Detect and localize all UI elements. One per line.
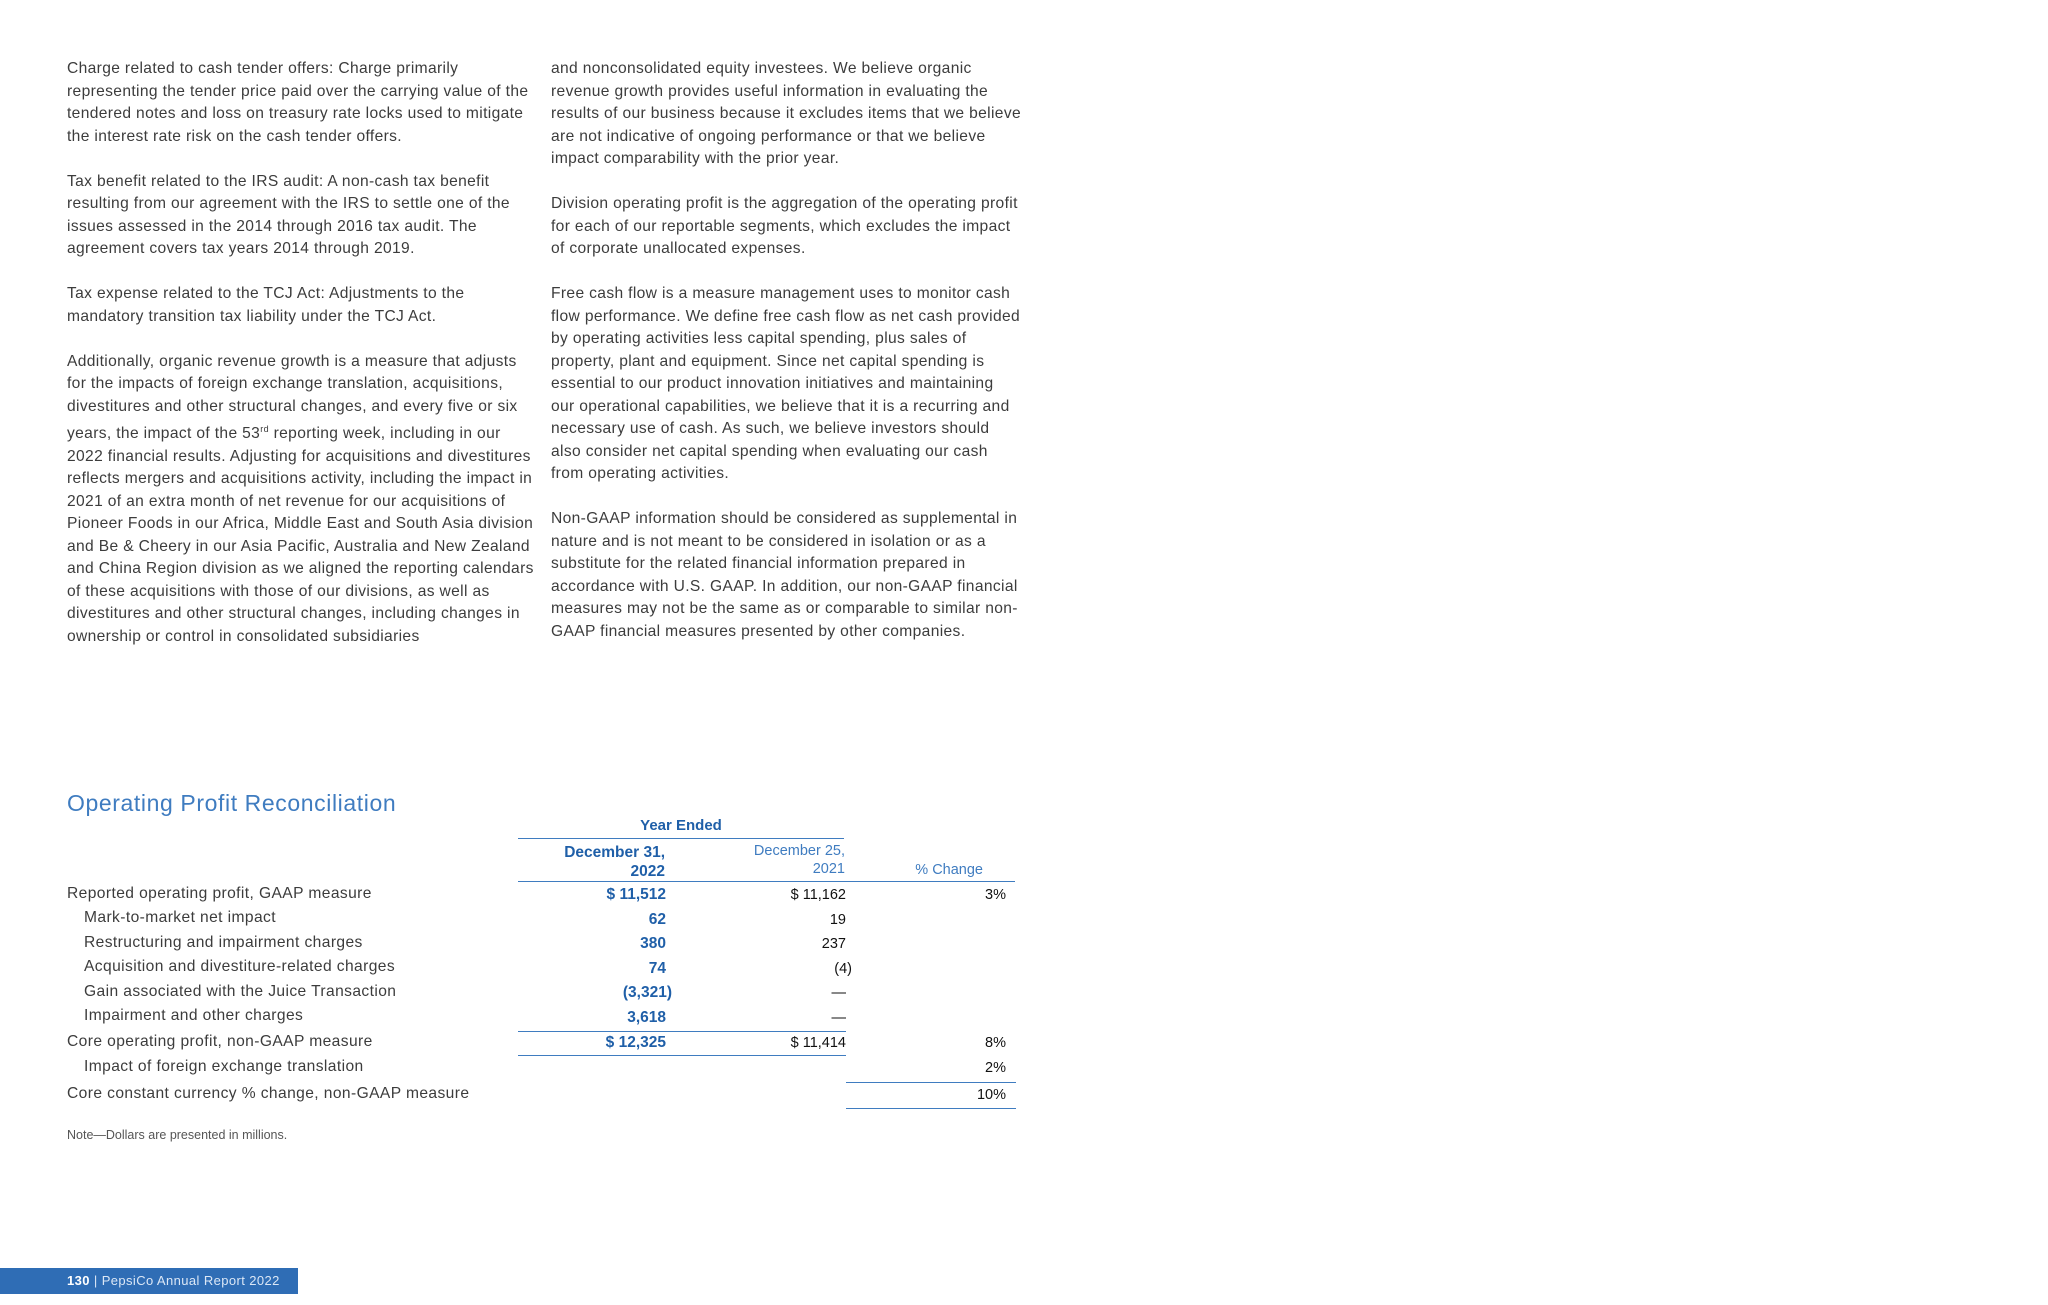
column-header-2022-year: 2022 — [630, 863, 665, 880]
paragraph-irs-audit: Tax benefit related to the IRS audit: A non-cash tax benefit resulting from our agreement with the IRS to settle one of the issues assessed in the 2014 through 2016 tax audit. The agreement covers tax years 2014 through 2019. — [67, 172, 510, 257]
value-2022-impairment: 3,618 — [627, 1009, 666, 1026]
subtotal-rule-top — [518, 1031, 846, 1032]
table-footnote: Note—Dollars are presented in millions. — [67, 1128, 288, 1142]
column-header-change: % Change — [915, 862, 983, 878]
paragraph-division-profit: Division operating profit is the aggregation of the operating profit for each of our reportable segments, which excludes the impact of corporate unallocated expenses. — [551, 195, 1018, 257]
value-2021-mark-to-market: 19 — [829, 912, 846, 928]
column-header-2021-year: 2021 — [812, 861, 845, 877]
value-2022-core-operating: $ 12,325 — [605, 1034, 666, 1051]
paragraph-free-cash-flow: Free cash flow is a measure management uses to monitor cash flow performance. We define free cash flow as net cash provided by operating activities less capital spending, plus sales of property, plant and equipment. Since net capital spending is essential to our product innovation initiatives and maintaining our operational capabilities, we believe that it is a recurring and necessary use of cash. As such, we believe investors should also consider net capital spending when evaluating our cash from operating activities. — [551, 285, 1021, 482]
paragraph-cash-tender: Charge related to cash tender offers: Charge primarily representing the tender price paid over the carrying value of the tendered notes and loss on treasury rate locks used to mitigate the interest rate risk on the cash tender offers. — [67, 60, 529, 145]
row-label-impairment: Impairment and other charges — [84, 1007, 304, 1024]
row-label-juice-transaction: Gain associated with the Juice Transaction — [84, 983, 397, 1000]
superscript-rd: rd — [260, 424, 269, 434]
row-label-restructuring: Restructuring and impairment charges — [84, 934, 363, 951]
footer-report-title: PepsiCo Annual Report 2022 — [101, 1273, 280, 1288]
value-2022-restructuring: 380 — [640, 935, 666, 952]
row-label-core-operating: Core operating profit, non-GAAP measure — [67, 1033, 373, 1050]
organic-text-end: reporting week, including in our 2022 financial results. Adjusting for acquisitions and divestitures reflects mergers and acquisitions activity, including the impact in 2021 of an extra month of net revenue for our acquisitions of Pioneer Foods in our Africa, Middle East and South Asia division and Be & Cheery in our Asia Pacific, Australia and New Zealand and China Region division as we aligned the reporting calendars of these acquisitions with those of our divisions, as well as divestitures and other structural changes, including changes in ownership or control in consolidated subsidiaries — [67, 425, 534, 645]
paragraph-tcj-act: Tax expense related to the TCJ Act: Adjustments to the mandatory transition tax liability under the TCJ Act. — [67, 285, 465, 325]
right-text-column — [551, 58, 1021, 666]
value-2022-acquisition: 74 — [648, 960, 666, 977]
section-title: Operating Profit Reconciliation — [67, 790, 397, 816]
column-header-2022 — [520, 843, 665, 881]
value-change-foreign-exchange: 2% — [985, 1060, 1006, 1076]
value-change-core-operating: 8% — [985, 1035, 1006, 1051]
paragraph-organic-growth — [67, 351, 537, 649]
row-label-foreign-exchange: Impact of foreign exchange translation — [84, 1058, 364, 1075]
value-2022-juice-transaction: (3,321) — [622, 984, 672, 1001]
footer-bar — [0, 1268, 298, 1294]
value-2021-acquisition: (4) — [834, 961, 852, 977]
row-label-constant-currency: Core constant currency % change, non-GAAP measure — [67, 1085, 470, 1102]
column-header-2021-date: December 25, — [753, 843, 845, 859]
year-ended-header: Year Ended — [640, 817, 722, 834]
value-2021-juice-transaction: — — [831, 985, 846, 1001]
organic-text-start: Additionally, organic revenue growth is a measure that adjusts for the impacts of foreign exchange translation, acquisitions, divestitures and other structural changes, and every five or six years, the impact of the 53 — [67, 352, 518, 443]
value-2022-mark-to-market: 62 — [648, 911, 666, 928]
row-label-mark-to-market: Mark-to-market net impact — [84, 909, 276, 926]
year-ended-rule — [518, 838, 844, 839]
column-header-2021 — [700, 842, 845, 878]
value-change-reported: 3% — [985, 887, 1006, 903]
value-change-constant-currency: 10% — [976, 1087, 1006, 1103]
value-2021-reported: $ 11,162 — [790, 887, 846, 903]
left-text-column — [67, 58, 537, 671]
column-header-2022-date: December 31, — [564, 844, 665, 861]
value-2021-impairment: — — [831, 1010, 846, 1026]
change-rule-bottom — [846, 1108, 1016, 1109]
row-label-reported: Reported operating profit, GAAP measure — [67, 885, 372, 902]
row-label-acquisition: Acquisition and divestiture-related charges — [84, 958, 396, 975]
change-rule-top — [846, 1082, 1016, 1083]
subtotal-rule-bottom — [518, 1055, 846, 1056]
header-rule — [518, 881, 1015, 882]
paragraph-non-gaap: Non-GAAP information should be considered as supplemental in nature and is not meant to be considered in isolation or as a substitute for the related financial information prepared in accordance with U.S. GAAP. In addition, our non-GAAP financial measures may not be the same as or comparable to similar non-GAAP financial measures presented by other companies. — [551, 510, 1018, 640]
value-2021-core-operating: $ 11,414 — [790, 1035, 846, 1051]
footer-separator: | — [93, 1273, 98, 1288]
paragraph-organic-continued: and nonconsolidated equity investees. We believe organic revenue growth provides useful information in evaluating the results of our business because it excludes items that we believe are not indicative of ongoing performance or that we believe impact comparability with the prior year. — [551, 60, 1022, 167]
value-2021-restructuring: 237 — [821, 936, 846, 952]
value-2022-reported: $ 11,512 — [606, 886, 666, 903]
page-number: 130 — [67, 1273, 90, 1288]
